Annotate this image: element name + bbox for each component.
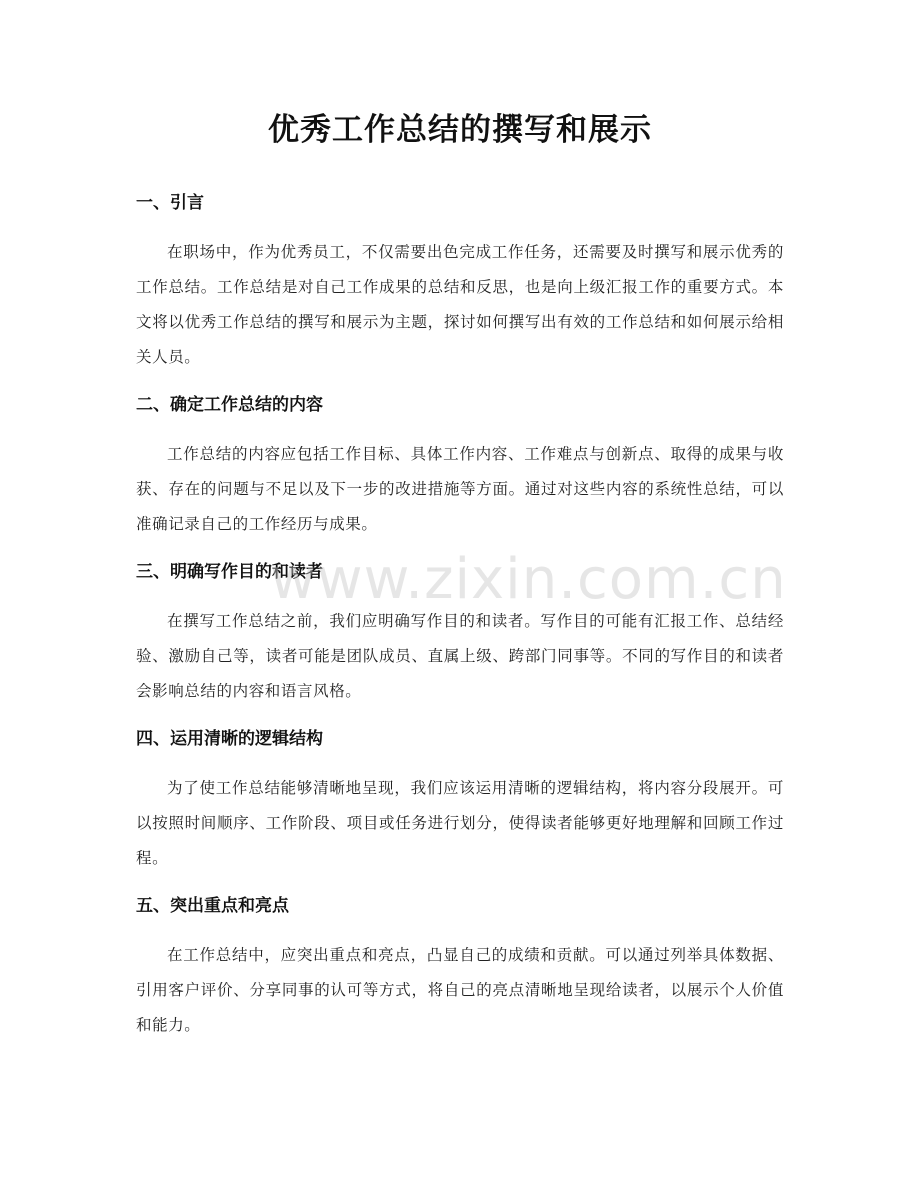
section-paragraph: 在工作总结中，应突出重点和亮点，凸显自己的成绩和贡献。可以通过列举具体数据、引用客户评价、分享同事的认可等方式，将自己的亮点清晰地呈现给读者，以展示个人价值和能力。 xyxy=(136,946,784,1034)
section-paragraph: 工作总结的内容应包括工作目标、具体工作内容、工作难点与创新点、取得的成果与收获、存在的问题与不足以及下一步的改进措施等方面。通过对这些内容的系统性总结，可以准确记录自己的工作经历与成果。 xyxy=(136,445,784,533)
section-content-definition xyxy=(136,385,784,542)
section-introduction xyxy=(136,183,784,375)
document-content xyxy=(136,183,787,1053)
section-paragraph: 在职场中，作为优秀员工，不仅需要出色完成工作任务，还需要及时撰写和展示优秀的工作总结。工作总结是对自己工作成果的总结和反思，也是向上级汇报工作的重要方式。本文将以优秀工作总结的撰写和展示为主题，探讨如何撰写出有效的工作总结和如何展示给相关人员。 xyxy=(136,243,784,366)
section-heading: 一、引言 xyxy=(136,193,204,213)
section-purpose-and-readers xyxy=(136,552,784,709)
section-logical-structure xyxy=(136,719,784,876)
section-highlights xyxy=(136,886,784,1043)
section-heading: 三、明确写作目的和读者 xyxy=(136,562,323,582)
section-heading: 二、确定工作总结的内容 xyxy=(136,395,323,415)
section-paragraph: 在撰写工作总结之前，我们应明确写作目的和读者。写作目的可能有汇报工作、总结经验、激励自己等，读者可能是团队成员、直属上级、跨部门同事等。不同的写作目的和读者会影响总结的内容和语言风格。 xyxy=(136,612,784,700)
section-heading: 四、运用清晰的逻辑结构 xyxy=(136,729,323,749)
document-title: 优秀工作总结的撰写和展示 xyxy=(268,112,652,148)
watermark-text: www.zixin.com.cn xyxy=(270,547,787,612)
section-heading: 五、突出重点和亮点 xyxy=(136,896,289,916)
section-paragraph: 为了使工作总结能够清晰地呈现，我们应该运用清晰的逻辑结构，将内容分段展开。可以按照时间顺序、工作阶段、项目或任务进行划分，使得读者能够更好地理解和回顾工作过程。 xyxy=(136,779,784,867)
